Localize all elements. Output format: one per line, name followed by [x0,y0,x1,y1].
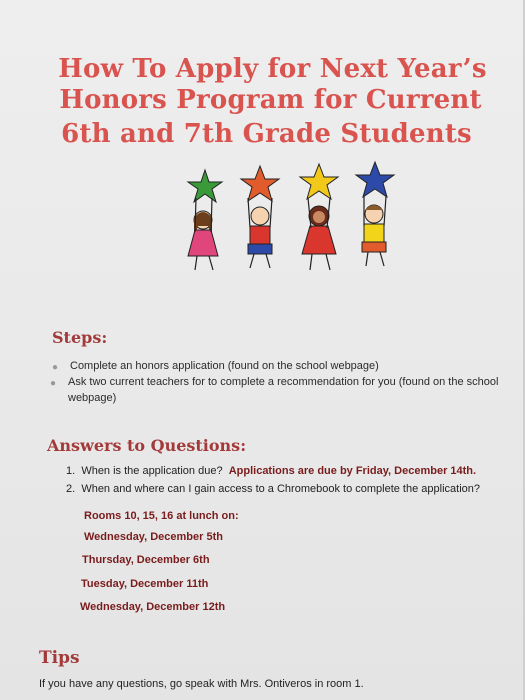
question-2 [66,483,480,495]
question-1 [66,465,476,477]
page-title-line-2: Honors Program for Current [59,85,482,115]
date-item: Thursday, December 6th [82,554,210,566]
bullet-icon: ● [50,378,57,389]
orange-star-icon [241,166,279,201]
step-item-1 [52,358,510,374]
blue-star-icon [356,162,394,197]
page-title-line-3: 6th and 7th Grade Students [61,119,472,149]
steps-heading: Steps: [52,328,108,347]
question-1-text: When is the application due? [81,465,223,477]
kid-4 [356,162,394,266]
tips-text: If you have any questions, go speak with Mrs. Ontiveros in room 1. [39,678,364,690]
step-item-2-text-line-1: Ask two current teachers for to complete a recommendation for you (found on the school [68,376,499,388]
step-item-2 [50,374,525,406]
rooms-text: Rooms 10, 15, 16 at lunch on: [84,510,239,522]
question-2-number: 2. [66,483,76,495]
kid-1 [188,170,222,270]
date-item: Wednesday, December 12th [80,601,226,613]
step-item-1-text: Complete an honors application (found on the school webpage) [70,360,379,372]
bullet-icon: ● [52,362,59,373]
kid-3 [300,164,338,270]
answers-heading: Answers to Questions: [47,436,247,455]
green-star-icon [188,170,222,202]
step-item-2-text-line-2: webpage) [68,392,117,404]
date-item: Tuesday, December 11th [81,578,209,590]
question-1-number: 1. [66,465,76,477]
kids-holding-stars-illustration [178,158,408,283]
kid-2 [241,166,279,268]
tips-heading: Tips [39,648,80,668]
yellow-star-icon [300,164,338,199]
answer-1-text: Applications are due by Friday, December 14th. [228,465,477,477]
question-2-text: When and where can I gain access to a Chromebook to complete the application? [81,483,480,495]
date-item: Wednesday, December 5th [84,531,223,543]
page-title-line-1: How To Apply for Next Year’s [58,54,487,84]
